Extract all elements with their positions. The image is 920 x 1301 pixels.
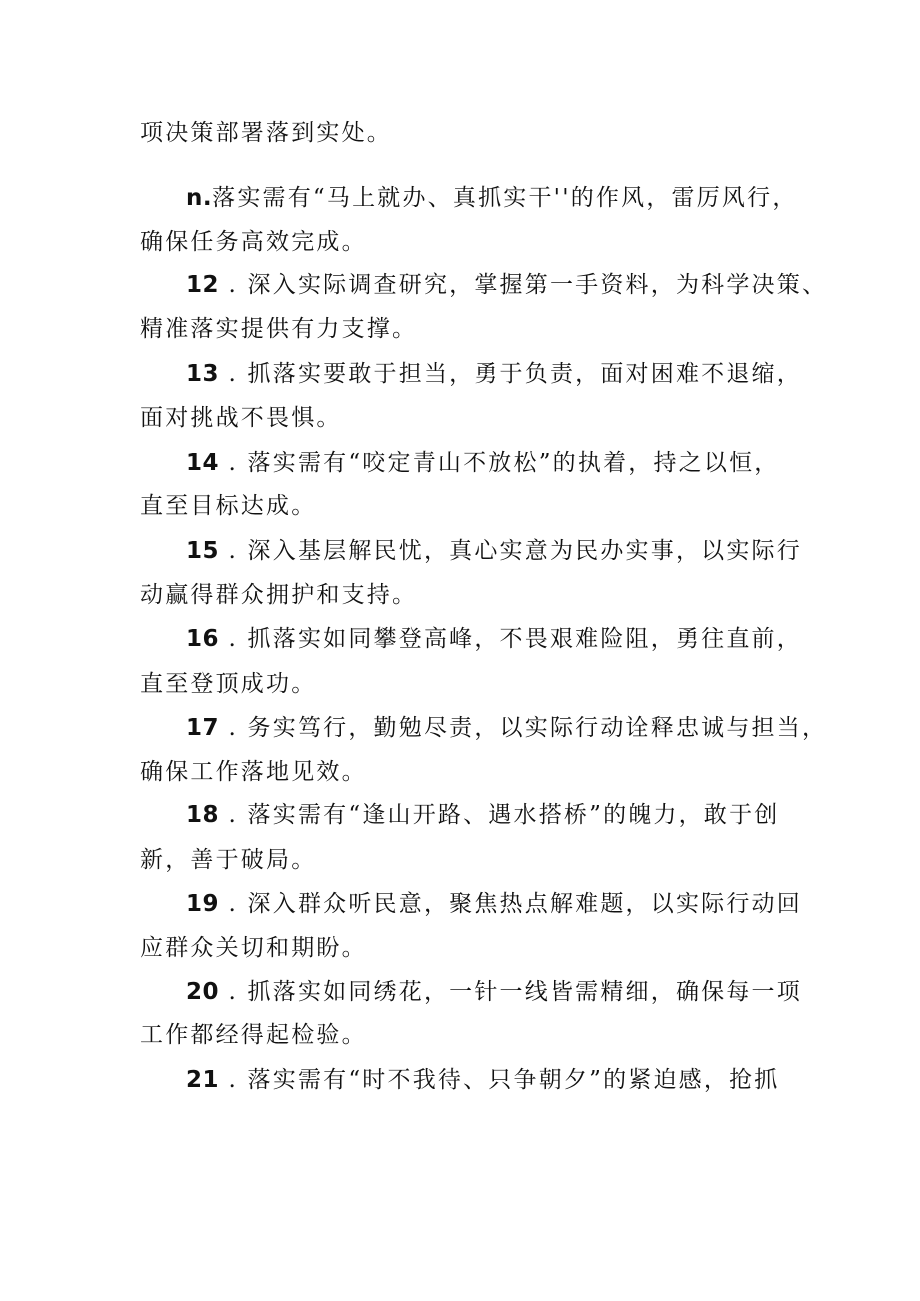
list-item-first-line: 12 . 深入实际调查研究，掌握第一手资料，为科学决策、 xyxy=(186,272,828,298)
list-item-second-line: 面对挑战不畏惧。 xyxy=(140,405,342,431)
list-item-second-line: 精准落实提供有力支撑。 xyxy=(140,316,418,342)
list-item-first-line: 20 . 抓落实如同绣花，一针一线皆需精细，确保每一项 xyxy=(186,979,802,1005)
list-item-first-line: n.落实需有“马上就办、真抓实干''的作风，雷厉风行， xyxy=(186,185,798,211)
list-item-first-line: 21 . 落实需有“时不我待、只争朝夕”的紧迫感，抢抓 xyxy=(186,1067,780,1093)
list-item-first-line: 13 . 抓落实要敢于担当，勇于负责，面对困难不退缩， xyxy=(186,361,802,387)
list-item-first-line: 17 . 务实笃行，勤勉尽责，以实际行动诠释忠诚与担当， xyxy=(186,715,828,741)
list-item-first-line: 18 . 落实需有“逢山开路、遇水搭桥”的魄力，敢于创 xyxy=(186,802,780,828)
list-item-first-line: 15 . 深入基层解民忧，真心实意为民办实事，以实际行 xyxy=(186,538,802,564)
item-number: 18 xyxy=(186,802,220,828)
list-item-first-line: 19 . 深入群众听民意，聚焦热点解难题，以实际行动回 xyxy=(186,891,802,917)
item-number: 14 xyxy=(186,450,220,476)
list-item-second-line: 确保工作落地见效。 xyxy=(140,759,367,785)
list-item-second-line: 工作都经得起检验。 xyxy=(140,1022,367,1048)
list-item-first-line: 16 . 抓落实如同攀登高峰，不畏艰难险阻，勇往直前， xyxy=(186,626,802,652)
item-number: 19 xyxy=(186,891,220,917)
item-number: 12 xyxy=(186,272,220,298)
list-item-second-line: 直至登顶成功。 xyxy=(140,671,317,697)
item-number: 20 xyxy=(186,979,220,1005)
list-item-second-line: 直至目标达成。 xyxy=(140,493,317,519)
item-number: n. xyxy=(186,185,213,211)
item-number: 15 xyxy=(186,538,220,564)
list-item-second-line: 动赢得群众拥护和支持。 xyxy=(140,582,418,608)
item-number: 21 xyxy=(186,1067,220,1093)
item-number: 13 xyxy=(186,361,220,387)
text-line: 项决策部署落到实处。 xyxy=(140,120,392,146)
list-item-first-line: 14 . 落实需有“咬定青山不放松”的执着，持之以恒， xyxy=(186,450,780,476)
list-item-second-line: 确保任务高效完成。 xyxy=(140,229,367,255)
item-number: 16 xyxy=(186,626,220,652)
list-item-second-line: 应群众关切和期盼。 xyxy=(140,935,367,961)
item-number: 17 xyxy=(186,715,220,741)
list-item-second-line: 新，善于破局。 xyxy=(140,847,317,873)
